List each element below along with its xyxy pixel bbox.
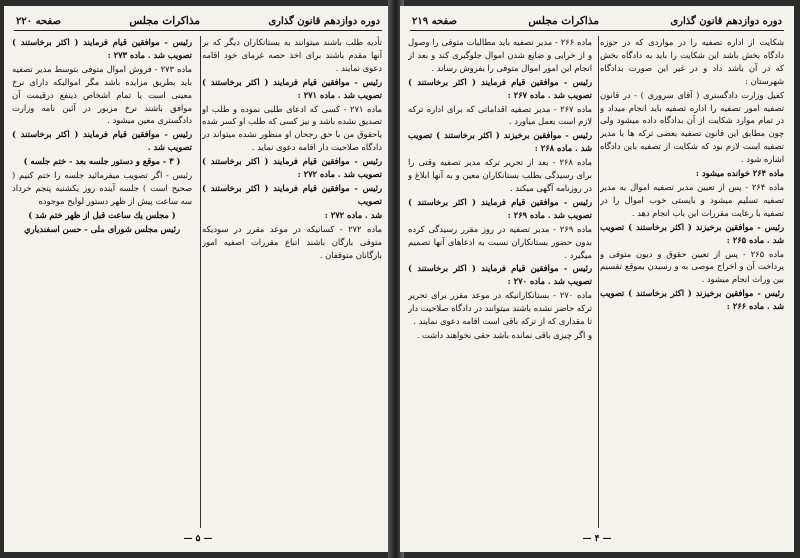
paragraph: رئيس - موافقين برخيزند ( اكثر برخاستند ) تصويب شد . ماده ۲۶۸ : bbox=[408, 130, 592, 154]
right-page-left-column bbox=[408, 36, 592, 528]
right-page-folio: — ۴ — bbox=[582, 534, 612, 544]
paragraph: رئيس - اگر تصويب ميفرمائيد جلسه را ختم كنيم ( صحيح است ) جلسه آينده روز يكشنبه پنجم خرداد سه ساعت پيش از ظهر دستور لوايح موجوده bbox=[12, 170, 192, 206]
left-page-session-label: دوره دوازدهم قانون گذاری bbox=[268, 15, 380, 27]
right-page-session-label: دوره دوازدهم قانون گذاری bbox=[670, 15, 782, 27]
paragraph: رئيس - موافقين برخيزند ( اكثر برخاستند ) تصويب شد . ماده ۲۶۵ : bbox=[600, 221, 784, 245]
right-page-title: مذاکرات مجلس bbox=[528, 15, 599, 27]
left-page-title: مذاکرات مجلس bbox=[129, 15, 200, 27]
paragraph: رئيس - موافقين قيام فرمايند ( اكثر برخاستند ) تصويب شد . ماده ۲۷۰ : bbox=[408, 263, 592, 287]
paragraph: شكايت از اداره تصفيه را در مواردى كه در حوزه دادگاه بخش باشد اين شكايت را بايد به دادگاه بخش كه در آن باشد داد و در غير اين صورت بدادگاه شهرستان : bbox=[600, 37, 784, 86]
header-rule bbox=[410, 30, 784, 31]
session-end-note: ( مجلس يك ساعت قبل از ظهر ختم شد ) bbox=[28, 209, 176, 220]
column-divider bbox=[598, 36, 599, 528]
paragraph: ماده ۲۶۴ - پس از تعيين مدير تصفيه اموال به مدير تصفيه تسليم ميشود و بايستى خوب اموال را در تصفيه با رعايت مقررات اين باب انجام دهد . bbox=[600, 181, 784, 218]
paragraph: كفيل وزارت دادگسترى ( آقاى سرورى ) - در قانون تصفيه امور تصفيه را اداره تصفيه بايد انجام ميداد و در تمام موارد شکایت از آن بدادگاه داده ميشود ولى چون مطابق اين قانون تصفيه بعضى ترکه ها با مدير تصفيه است لازم بود كه شكايت از تصفيه باين دادگاه اشاره شود . bbox=[600, 89, 784, 165]
paragraph: تأدیه طلب باشند میتوانند به بستانکاران دیگر که بر آنها مقدم باشند براى اخذ حصه غرماى خود اقامه دعوى نمايند . bbox=[202, 37, 382, 73]
paragraph: ماده ۲۶۹ - مدير تصفيه در روز مقرر رسيدگى كرده بدون حضور بستانكاران نسبت به ادعاهای آنها تصميم ميگيرد . bbox=[408, 223, 592, 260]
right-page-right-column bbox=[600, 36, 784, 528]
paragraph: رئيس - موافقين برخيزند ( اكثر برخاستند ) تصويب شد . ماده ۲۶۶ : bbox=[600, 288, 784, 312]
paragraph: ماده ۲۶۵ - پس از تعيين حقوق و ديون متوفى و پرداخت آن و اخراج موصى به و رسيدن بموقع تقسيم بين وراث انجام ميشود . bbox=[600, 248, 784, 285]
paragraph: رئيس - موافقين قيام فرمايند ( اكثر برخاستند ) تصويب شد . ماده ۲۶۷ : bbox=[408, 76, 592, 100]
right-page-header bbox=[412, 12, 782, 30]
paragraph: و اگر چيزى باقى نمانده باشد حقى نخواهند داشت . bbox=[416, 329, 592, 340]
paragraph: ماده ۲۶۷ - مدير تصفيه اقداماتى كه براى اداره تركه لازم است بعمل مياورد . bbox=[408, 103, 592, 127]
left-page-left-column bbox=[12, 36, 192, 528]
paragraph: ماده ۲۶۴ خوانده ميشود : bbox=[695, 168, 784, 179]
right-page bbox=[400, 6, 794, 552]
paragraph: ماده ۲۷۱ - کسی که ادعای طلبی نموده و طلب او تصديق نشده باشد و نيز کسی که طلب او کسر شده ياحقوق من با حق رجحان او منظور نشده ميتواند در دادگاه صلاحيت دار اقامه دعوى نمايد . bbox=[202, 103, 382, 153]
paragraph: رئيس - موافقين قيام فرمايند ( اكثر برخاستند ) تصويب bbox=[202, 182, 382, 206]
left-page-folio: — ۵ — bbox=[183, 534, 213, 544]
paragraph: ماده ۲۷۳ - فروش اموال متوفى بتوسط مدير تصفيه بايد بطريق مزايده باشد مگر اموالیكه داراى نرخ معينى است يا تمام اشخاص ذينفع درقيمت آن موافق باشند نرخ مزبور در آئين نامه وزارت دادگسترى معين ميشود . bbox=[12, 63, 192, 126]
paragraph: رئيس - موافقين قيام فرمايند ( اكثر برخاستند ) تصويب شد . ماده ۲۷۲ : bbox=[202, 156, 382, 180]
left-page-header bbox=[16, 12, 380, 30]
left-page-right-column bbox=[202, 36, 382, 528]
right-page-number: صفحه ۲۱۹ bbox=[412, 15, 457, 27]
paragraph: رئيس - موافقين قيام فرمايند ( اكثر برخاستند ) تصويب شد . bbox=[12, 129, 192, 153]
signature-line: رئيس مجلس شوراى ملى - حسن اسفندياري bbox=[24, 223, 180, 234]
column-divider bbox=[200, 36, 201, 528]
paragraph: ماده ۲۷۲ - كسانيكه در موعد مقرر در سوديكه متوفى بازگان باشند اتباع مقررات اصفيه امور بازگانان متوقفان . bbox=[202, 223, 382, 260]
paragraph: شد . ماده ۲۷۲ : bbox=[324, 209, 382, 220]
paragraph: رئيس - موافقين قيام فرمايند ( اكثر برخاستند ) تصويب شد . ماده ۲۷۱ : bbox=[202, 76, 382, 100]
paragraph: رئيس - موافقين قيام فرمايند ( اكثر برخاستند ) تصويب شد . ماده ۲۷۳ : bbox=[12, 37, 192, 60]
paragraph: ماده ۲۶۸ - بعد از تحرير تركه مدير تصفيه وقتى را براى رسيدگى بطلب بستانكاران معين و به آنها ابلاغ و در روزنامه آگهى ميكند . bbox=[408, 157, 592, 193]
header-rule bbox=[14, 30, 382, 31]
paragraph: ماده ۲۶۶ - مدير تصفيه بايد مطالبات متوفى را وصول و از خرابى و ضايع شدن اموال جلوگيرى كند و بعد از انجام اين امور اموال متوفى را بفروش رساند . bbox=[408, 37, 592, 73]
paragraph: رئيس - موافقين قيام فرمايند ( اكثر برخاستند ) تصويب شد . ماده ۲۶۹ : bbox=[408, 196, 592, 220]
section-heading: ( ۳ - موقع و دستور جلسه بعد - ختم جلسه ) bbox=[23, 156, 181, 167]
paragraph: ماده ۲۷۰ - بستانكارانيكه در موعد مقرر براى تحرير تركه حاضر نشده باشند ميتوانند در دادگاه صلاحيت دار تا مقدارى كه از تركه باقى است اقامه دعوى نمايند . bbox=[408, 290, 592, 327]
left-page bbox=[4, 6, 392, 552]
left-page-number: صفحه ۲۲۰ bbox=[16, 15, 61, 27]
